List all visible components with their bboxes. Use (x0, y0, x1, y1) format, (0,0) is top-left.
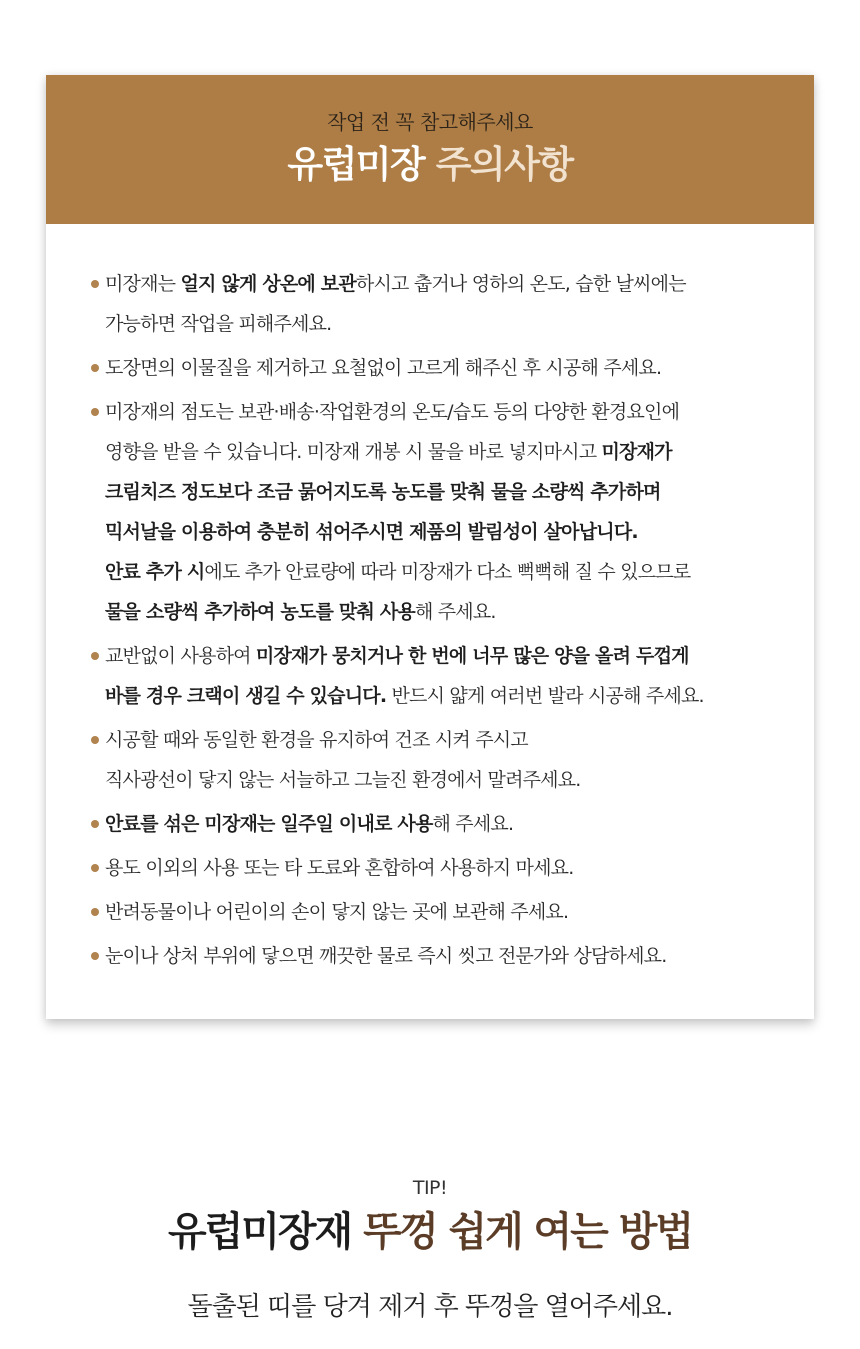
caution-note (88, 848, 786, 888)
caution-note (88, 264, 786, 344)
caution-note (88, 892, 786, 932)
emphasis-text: 물을 소량씩 추가하여 농도를 맞춰 사용 (105, 601, 415, 623)
caution-note (88, 804, 786, 844)
tip-section (0, 1175, 860, 1325)
caution-note-line (105, 512, 786, 552)
note-text: 하시고 춥거나 영하의 온도, 습한 날씨에는 (355, 273, 686, 295)
caution-note-line (105, 892, 786, 932)
note-text: 눈이나 상처 부위에 닿으면 깨끗한 물로 즉시 씻고 전문가와 상담하세요. (105, 945, 667, 967)
caution-title-part2: 주의사항 (435, 143, 573, 186)
tip-title-part2: 뚜껑 쉽게 여는 방법 (363, 1209, 693, 1255)
caution-note-line (105, 636, 786, 676)
tip-description: 돌출된 띠를 당겨 제거 후 뚜껑을 열어주세요. (187, 1292, 673, 1322)
note-text: 도장면의 이물질을 제거하고 요철없이 고르게 해주신 후 시공해 주세요. (105, 357, 662, 379)
note-text: 반려동물이나 어린이의 손이 닿지 않는 곳에 보관해 주세요. (105, 901, 569, 923)
emphasis-text: 안료 추가 시 (105, 561, 205, 583)
emphasis-text: 바를 경우 크랙이 생길 수 있습니다. (105, 685, 387, 707)
tip-title-part1: 유럽미장재 (167, 1209, 352, 1255)
emphasis-text: 믹서날을 이용하여 충분히 섞어주시면 제품의 발림성이 살아납니다. (105, 521, 638, 543)
tip-label: TIP! (412, 1177, 448, 1199)
caution-card-header (46, 75, 814, 224)
caution-note-line (105, 472, 786, 512)
caution-title-part1: 유럽미장 (287, 143, 425, 186)
caution-note (88, 936, 786, 976)
bullet-dot-icon (91, 952, 99, 960)
caution-note (88, 348, 786, 388)
caution-notes-list (46, 224, 786, 976)
caution-note-line (105, 760, 786, 800)
note-text: 용도 이외의 사용 또는 타 도료와 혼합하여 사용하지 마세요. (105, 857, 574, 879)
bullet-dot-icon (91, 864, 99, 872)
caution-note (88, 392, 786, 632)
bullet-dot-icon (91, 736, 99, 744)
caution-note-line (105, 432, 786, 472)
note-text: 미장재의 점도는 보관·배송·작업환경의 온도/습도 등의 다양한 환경요인에 (105, 401, 680, 423)
bullet-dot-icon (91, 908, 99, 916)
note-text: 해 주세요. (414, 601, 496, 623)
tip-title (0, 1205, 860, 1259)
caution-note (88, 636, 786, 716)
caution-note-line (105, 848, 786, 888)
bullet-dot-icon (91, 408, 99, 416)
note-text: 교반없이 사용하여 (105, 645, 256, 667)
note-text: 에도 추가 안료량에 따라 미장재가 다소 뻑뻑해 질 수 있으므로 (204, 561, 691, 583)
emphasis-text: 얼지 않게 상온에 보관 (180, 273, 356, 295)
bullet-dot-icon (91, 652, 99, 660)
emphasis-text: 미장재가 뭉치거나 한 번에 너무 많은 양을 올려 두껍게 (255, 645, 689, 667)
emphasis-text: 미장재가 (601, 441, 672, 463)
note-text: 직사광선이 닿지 않는 서늘하고 그늘진 환경에서 말려주세요. (105, 769, 581, 791)
note-text: 반드시 얇게 여러번 발라 시공해 주세요. (386, 685, 704, 707)
bullet-dot-icon (91, 280, 99, 288)
caution-subtitle: 작업 전 꼭 참고해주세요 (327, 110, 533, 134)
note-text: 가능하면 작업을 피해주세요. (105, 313, 332, 335)
caution-title (46, 142, 814, 188)
caution-note-line (105, 804, 786, 844)
note-text: 영향을 받을 수 있습니다. 미장재 개봉 시 물을 바로 넣지마시고 (105, 441, 602, 463)
emphasis-text: 크림치즈 정도보다 조금 묽어지도록 농도를 맞춰 물을 소량씩 추가하며 (105, 481, 661, 503)
emphasis-text: 안료를 섞은 미장재는 일주일 이내로 사용 (105, 813, 433, 835)
caution-card (46, 75, 814, 1019)
bullet-dot-icon (91, 820, 99, 828)
caution-note-line (105, 552, 786, 592)
bullet-dot-icon (91, 364, 99, 372)
caution-note-line (105, 392, 786, 432)
caution-note (88, 720, 786, 800)
caution-note-line (105, 264, 786, 304)
note-text: 시공할 때와 동일한 환경을 유지하여 건조 시켜 주시고 (105, 729, 528, 751)
caution-note-line (105, 592, 786, 632)
note-text: 해 주세요. (432, 813, 514, 835)
caution-note-line (105, 936, 786, 976)
note-text: 미장재는 (105, 273, 181, 295)
caution-note-line (105, 720, 786, 760)
caution-note-line (105, 304, 786, 344)
caution-note-line (105, 348, 786, 388)
caution-note-line (105, 676, 786, 716)
